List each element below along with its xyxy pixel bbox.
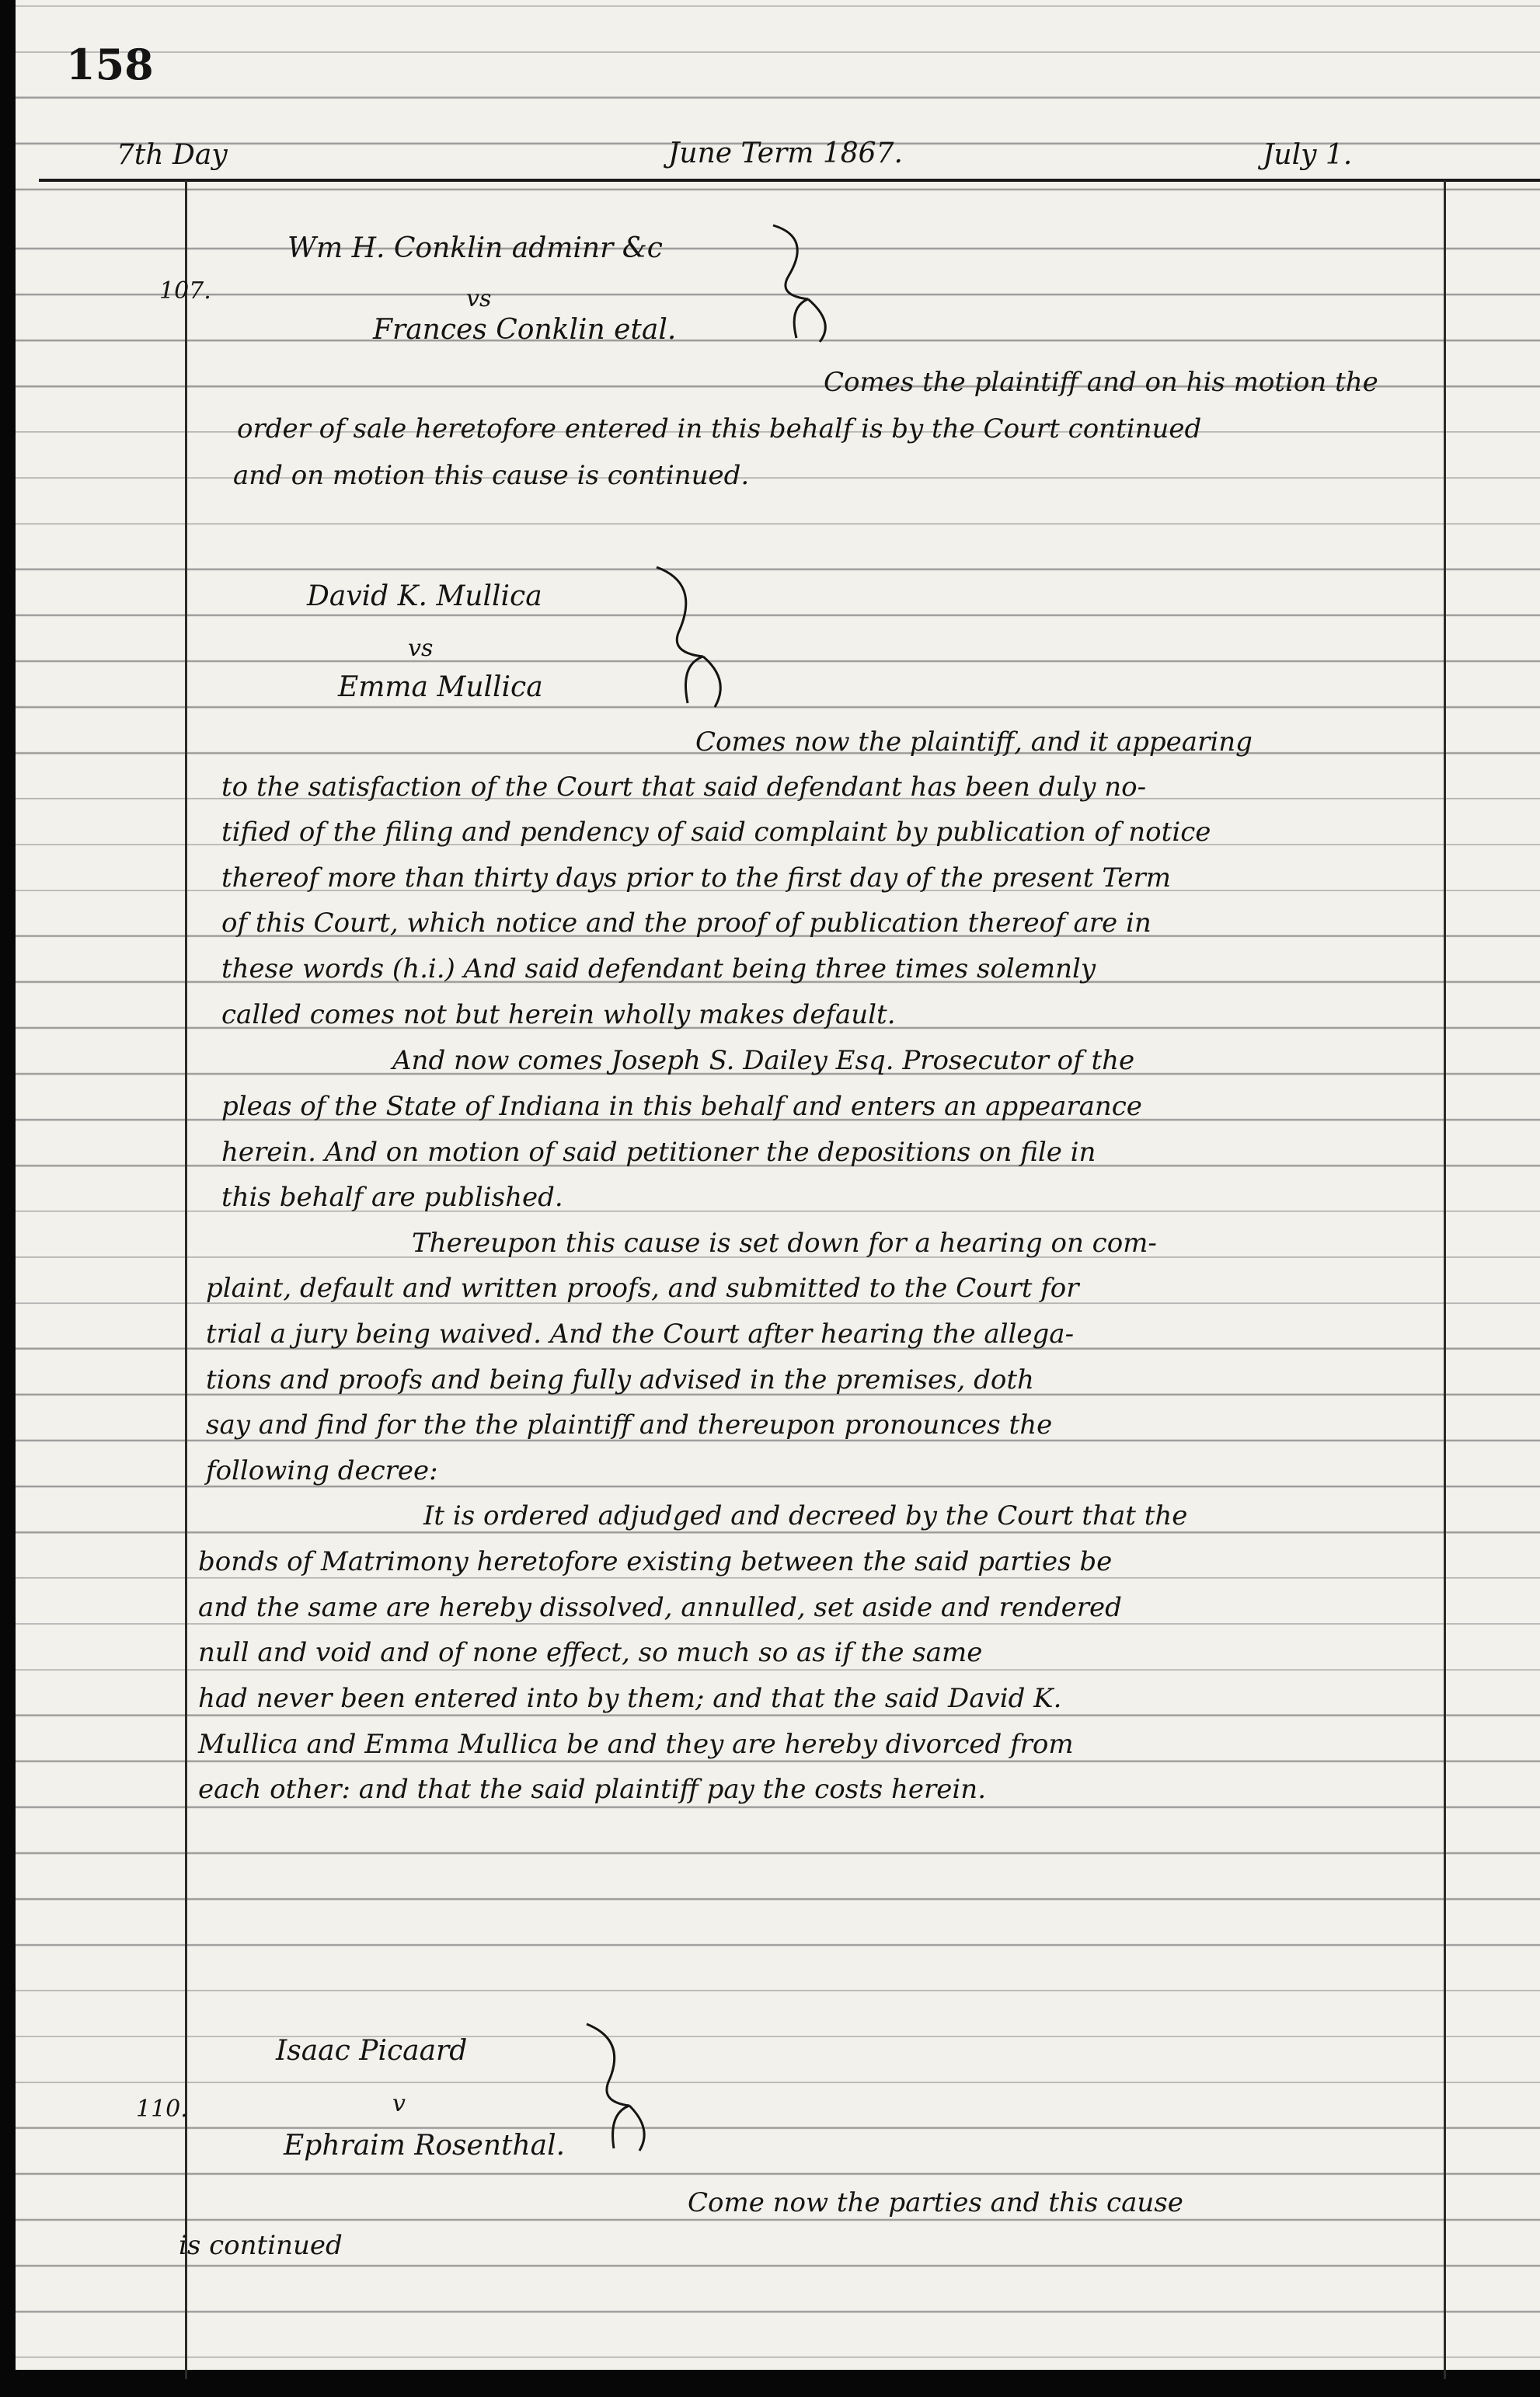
case-defendant: Emma Mullica [338,671,543,703]
date-heading: July 1. [1263,139,1353,171]
case-plaintiff: David K. Mullica [307,580,542,612]
case-brace [645,563,754,711]
entry-line: tions and proofs and being fully advised in the premises, doth [206,1364,1034,1395]
case-brace [579,2020,672,2152]
case-plaintiff: Wm H. Conklin adminr &c [287,232,663,264]
entry-line: pleas of the State of Indiana in this behalf and enters an appearance [221,1091,1142,1122]
case-brace [765,221,859,346]
entry-line: herein. And on motion of said petitioner the depositions on file in [221,1137,1096,1168]
case-defendant: Ephraim Rosenthal. [284,2130,566,2162]
entry-line: this behalf are published. [221,1182,563,1213]
case-plaintiff: Isaac Picaard [276,2035,468,2067]
case-versus: vs [408,635,434,662]
entry-line: plaint, default and written proofs, and submitted to the Court for [206,1273,1079,1304]
entry-line: Thereupon this cause is set down for a hearing on com- [412,1228,1157,1259]
entry-line: Comes the plaintiff and on his motion the [824,367,1378,398]
entry-line: thereof more than thirty days prior to the first day of the present Term [221,862,1172,894]
entry-line: Comes now the plaintiff, and it appearing [695,726,1253,758]
entry-line: following decree: [206,1455,438,1486]
entry-line: had never been entered into by them; and that the said David K. [198,1683,1062,1714]
left-margin-rule [185,180,187,2379]
entry-line: is continued [179,2230,343,2261]
right-margin-rule [1444,180,1446,2379]
day-heading: 7th Day [117,139,228,171]
entry-line: null and void and of none effect, so much so as if the same [198,1637,983,1668]
entry-line: and on motion this cause is continued. [233,460,750,491]
entry-line: Mullica and Emma Mullica be and they are hereby divorced from [198,1729,1074,1760]
entry-line: bonds of Matrimony heretofore existing between the said parties be [198,1546,1113,1577]
entry-line: these words (h.i.) And said defendant being three times solemnly [221,953,1096,984]
case-defendant: Frances Conklin etal. [373,314,677,346]
entry-line: say and find for the the plaintiff and thereupon pronounces the [206,1409,1053,1441]
entry-line: called comes not but herein wholly makes default. [221,999,896,1030]
entry-line: to the satisfaction of the Court that said defendant has been duly no- [221,772,1147,803]
entry-line: order of sale heretofore entered in this behalf is by the Court continued [237,413,1202,444]
case-number: 110. [136,2096,188,2123]
entry-line: It is ordered adjudged and decreed by the Court that the [423,1500,1188,1531]
term-heading: June Term 1867. [668,138,903,169]
case-versus: vs [466,285,492,312]
entry-line: of this Court, which notice and the proof of publication thereof are in [221,908,1152,939]
scan-edge-bottom [0,2370,1540,2397]
case-versus: v [392,2090,406,2117]
scan-edge-left [0,0,16,2397]
case-number: 107. [159,277,211,305]
entry-line: tified of the filing and pendency of said complaint by publication of notice [221,817,1211,848]
entry-line: each other: and that the said plaintiff pay the costs herein. [198,1774,987,1805]
entry-line: trial a jury being waived. And the Court after hearing the allega- [206,1319,1075,1350]
header-rule [39,179,1540,182]
entry-line: and the same are hereby dissolved, annulled, set aside and rendered [198,1592,1122,1623]
page-number: 158 [66,40,154,89]
entry-line: And now comes Joseph S. Dailey Esq. Prosecutor of the [392,1045,1135,1076]
entry-line: Come now the parties and this cause [688,2187,1183,2218]
